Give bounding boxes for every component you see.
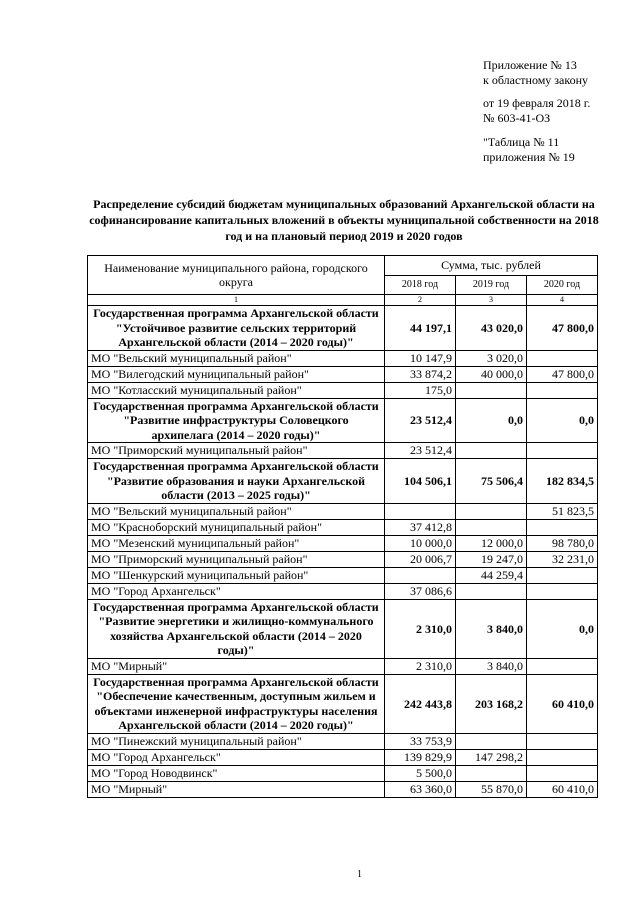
value-2019-cell	[456, 733, 527, 749]
value-2018-cell: 37 086,6	[385, 583, 456, 599]
column-header-2019: 2019 год	[456, 275, 527, 295]
row-name-cell: МО "Вилегодский муниципальный район"	[88, 366, 385, 382]
value-2018-cell: 242 443,8	[385, 674, 456, 733]
value-2019-cell: 55 870,0	[456, 781, 527, 797]
row-name-cell: МО "Город Архангельск"	[88, 583, 385, 599]
value-2019-cell: 3 840,0	[456, 599, 527, 658]
value-2020-cell	[527, 443, 598, 459]
value-2018-cell: 23 512,4	[385, 398, 456, 443]
value-2018-cell: 10 000,0	[385, 535, 456, 551]
value-2019-cell	[456, 382, 527, 398]
row-name-cell: МО "Мирный"	[88, 781, 385, 797]
value-2018-cell: 33 874,2	[385, 366, 456, 382]
program-row	[88, 306, 598, 351]
table-row	[88, 366, 598, 382]
value-2018-cell: 37 412,8	[385, 519, 456, 535]
table-row	[88, 350, 598, 366]
column-header-name: Наименование муниципального района, городского округа	[88, 256, 385, 295]
table-row	[88, 443, 598, 459]
value-2020-cell: 182 834,5	[527, 459, 598, 504]
value-2020-cell	[527, 658, 598, 674]
row-name-cell: МО "Котласский муниципальный район"	[88, 382, 385, 398]
subsidy-table	[87, 255, 598, 798]
table-row	[88, 765, 598, 781]
value-2020-cell	[527, 765, 598, 781]
row-name-cell: Государственная программа Архангельской области "Устойчивое развитие сельских территорий Архангельской области (2014 – 2020 годы)"	[88, 306, 385, 351]
table-row	[88, 733, 598, 749]
table-row	[88, 551, 598, 567]
value-2018-cell: 2 310,0	[385, 599, 456, 658]
value-2019-cell: 75 506,4	[456, 459, 527, 504]
program-row	[88, 599, 598, 658]
row-name-cell: МО "Мирный"	[88, 658, 385, 674]
value-2018-cell: 23 512,4	[385, 443, 456, 459]
table-row	[88, 567, 598, 583]
value-2019-cell	[456, 583, 527, 599]
value-2018-cell: 33 753,9	[385, 733, 456, 749]
value-2018-cell: 2 310,0	[385, 658, 456, 674]
column-header-2018: 2018 год	[385, 275, 456, 295]
row-name-cell: МО "Мезенский муниципальный район"	[88, 535, 385, 551]
value-2018-cell	[385, 503, 456, 519]
value-2018-cell: 20 006,7	[385, 551, 456, 567]
row-name-cell: МО "Пинежский муниципальный район"	[88, 733, 385, 749]
law-number: № 603-41-ОЗ	[483, 111, 551, 125]
value-2020-cell	[527, 519, 598, 535]
value-2020-cell	[527, 749, 598, 765]
column-index-4: 4	[527, 295, 598, 306]
value-2018-cell: 63 360,0	[385, 781, 456, 797]
value-2020-cell	[527, 567, 598, 583]
value-2020-cell	[527, 382, 598, 398]
value-2019-cell	[456, 765, 527, 781]
value-2019-cell	[456, 443, 527, 459]
value-2020-cell: 60 410,0	[527, 674, 598, 733]
program-row	[88, 459, 598, 504]
value-2019-cell: 3 020,0	[456, 350, 527, 366]
column-index-3: 3	[456, 295, 527, 306]
table-row	[88, 519, 598, 535]
column-header-sum: Сумма, тыс. рублей	[385, 256, 598, 276]
program-row	[88, 674, 598, 733]
table-reference: "Таблица № 11	[483, 135, 560, 149]
program-row	[88, 398, 598, 443]
row-name-cell: Государственная программа Архангельской области "Развитие инфраструктуры Соловецкого архипелага (2014 – 2020 годы)"	[88, 398, 385, 443]
value-2019-cell: 40 000,0	[456, 366, 527, 382]
value-2020-cell: 51 823,5	[527, 503, 598, 519]
value-2019-cell: 203 168,2	[456, 674, 527, 733]
value-2020-cell: 47 800,0	[527, 306, 598, 351]
value-2019-cell: 3 840,0	[456, 658, 527, 674]
row-name-cell: МО "Город Архангельск"	[88, 749, 385, 765]
appendix-label: Приложение № 13	[483, 58, 577, 72]
value-2019-cell	[456, 503, 527, 519]
value-2019-cell: 12 000,0	[456, 535, 527, 551]
row-name-cell: МО "Приморский муниципальный район"	[88, 551, 385, 567]
law-date: от 19 февраля 2018 г.	[483, 96, 591, 110]
value-2020-cell: 32 231,0	[527, 551, 598, 567]
value-2018-cell: 10 147,9	[385, 350, 456, 366]
table-index-row	[88, 295, 598, 306]
appendix-reference: приложения № 19	[483, 150, 575, 164]
row-name-cell: МО "Красноборский муниципальный район"	[88, 519, 385, 535]
value-2018-cell: 44 197,1	[385, 306, 456, 351]
table-row	[88, 535, 598, 551]
row-name-cell: МО "Вельский муниципальный район"	[88, 503, 385, 519]
column-header-2020: 2020 год	[527, 275, 598, 295]
table-row	[88, 749, 598, 765]
value-2020-cell: 98 780,0	[527, 535, 598, 551]
value-2018-cell: 175,0	[385, 382, 456, 398]
value-2019-cell: 44 259,4	[456, 567, 527, 583]
document-title: Распределение субсидий бюджетам муниципальных образований Архангельской области на софинансирование капитальных вложений в объекты муниципальной собственности на 2018 год и на плановый период 2019 и 2020 годов	[89, 197, 599, 243]
value-2020-cell: 0,0	[527, 398, 598, 443]
value-2019-cell: 147 298,2	[456, 749, 527, 765]
table-header-row	[88, 256, 598, 276]
value-2018-cell: 104 506,1	[385, 459, 456, 504]
table-row	[88, 658, 598, 674]
value-2020-cell	[527, 350, 598, 366]
value-2020-cell: 60 410,0	[527, 781, 598, 797]
value-2019-cell	[456, 519, 527, 535]
document-header	[483, 58, 590, 165]
value-2018-cell	[385, 567, 456, 583]
value-2019-cell: 0,0	[456, 398, 527, 443]
value-2018-cell: 139 829,9	[385, 749, 456, 765]
row-name-cell: Государственная программа Архангельской области "Развитие образования и науки Архангельской области (2013 – 2025 годы)"	[88, 459, 385, 504]
value-2018-cell: 5 500,0	[385, 765, 456, 781]
page-number: 1	[357, 869, 362, 880]
law-reference: к областному закону	[483, 73, 589, 87]
value-2020-cell: 0,0	[527, 599, 598, 658]
row-name-cell: МО "Приморский муниципальный район"	[88, 443, 385, 459]
table-row	[88, 583, 598, 599]
row-name-cell: МО "Город Новодвинск"	[88, 765, 385, 781]
value-2019-cell: 19 247,0	[456, 551, 527, 567]
value-2019-cell: 43 020,0	[456, 306, 527, 351]
row-name-cell: Государственная программа Архангельской области "Обеспечение качественным, доступным жильем и объектами инженерной инфраструктуры населения Архангельской области (2014 – 2020 годы)"	[88, 674, 385, 733]
row-name-cell: МО "Вельский муниципальный район"	[88, 350, 385, 366]
row-name-cell: Государственная программа Архангельской области "Развитие энергетики и жилищно-коммунального хозяйства Архангельской области (2014 – 2020 годы)"	[88, 599, 385, 658]
column-index-1: 1	[88, 295, 385, 306]
table-row	[88, 781, 598, 797]
table-row	[88, 382, 598, 398]
value-2020-cell	[527, 583, 598, 599]
value-2020-cell: 47 800,0	[527, 366, 598, 382]
column-index-2: 2	[385, 295, 456, 306]
value-2020-cell	[527, 733, 598, 749]
table-row	[88, 503, 598, 519]
row-name-cell: МО "Шенкурский муниципальный район"	[88, 567, 385, 583]
